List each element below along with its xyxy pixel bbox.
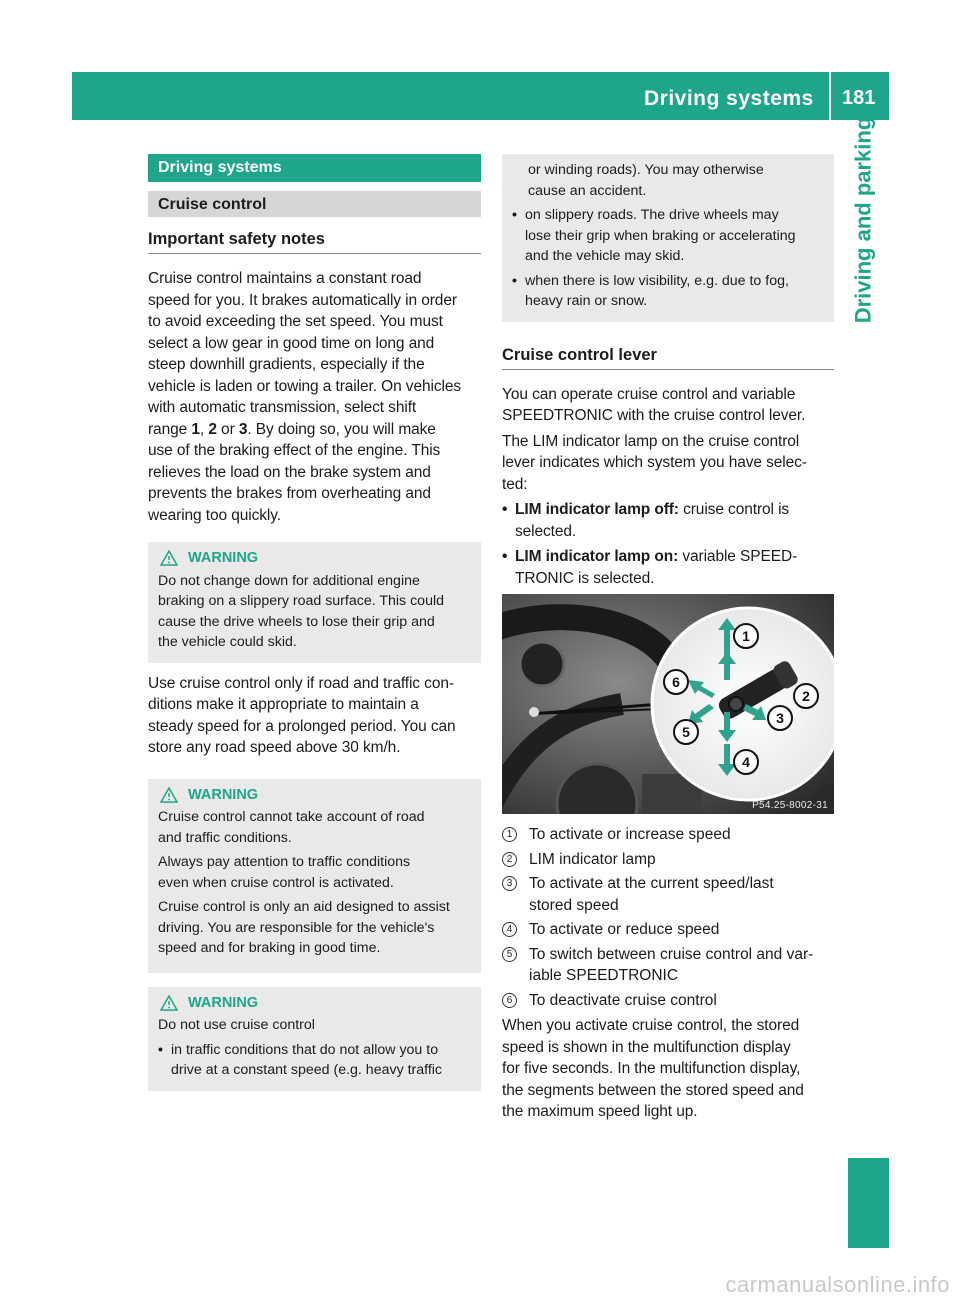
legend-item-5 xyxy=(502,944,834,987)
warning-bullet xyxy=(158,1040,473,1081)
section-title: Driving systems xyxy=(148,154,481,182)
callout-2: 2 xyxy=(802,688,810,704)
legend-text xyxy=(529,944,813,987)
text-line: wearing too quickly. xyxy=(148,506,281,524)
lever-illustration xyxy=(502,594,834,814)
bullet-text xyxy=(171,1040,442,1081)
warning-label: WARNING xyxy=(188,994,259,1011)
legend-text xyxy=(529,873,774,916)
warning-triangle-icon xyxy=(160,550,178,566)
text-line: drive at a constant speed (e.g. heavy traffic xyxy=(171,1062,443,1078)
text-span: or xyxy=(216,420,239,438)
text-line: and traffic conditions. xyxy=(158,829,292,846)
legend-text: To activate or reduce speed xyxy=(529,921,720,938)
footer-watermark: carmanualsonline.info xyxy=(725,1272,950,1297)
text-line: the segments between the stored speed and xyxy=(502,1081,804,1099)
warning-label: WARNING xyxy=(188,786,259,803)
text-line: and the vehicle may skid. xyxy=(525,248,685,264)
text-line: ditions make it appropriate to maintain a xyxy=(148,696,419,713)
warning-paragraph: Do not use cruise control xyxy=(158,1017,315,1033)
text-line: When you activate cruise control, the stored xyxy=(502,1017,800,1034)
text-line: ted: xyxy=(502,475,528,493)
bullet-text xyxy=(515,546,797,589)
heading-safety-notes: Important safety notes xyxy=(148,230,481,254)
text-line: lose their grip when braking or accelerating xyxy=(525,227,796,244)
column-right xyxy=(502,154,834,589)
warning-box-3-continued xyxy=(502,154,834,322)
text-line: speed for you. It brakes automatically in order xyxy=(148,291,457,309)
heading-cruise-control-lever: Cruise control lever xyxy=(502,346,834,370)
warning-header xyxy=(158,548,473,569)
callout-1: 1 xyxy=(742,628,750,644)
warning-label: WARNING xyxy=(188,550,259,566)
warning-paragraph xyxy=(158,852,473,893)
text-line: even when cruise control is activated. xyxy=(158,874,394,891)
column-left xyxy=(148,230,481,1091)
photo-reference-code: P54.25-8002-31 xyxy=(752,800,828,811)
text-line: heavy rain or snow. xyxy=(525,293,648,309)
text-span: variable SPEED- xyxy=(678,548,798,565)
text-line: Always pay attention to traffic conditions xyxy=(158,854,411,870)
legend-item-6 xyxy=(502,990,834,1012)
list-item-lim-off xyxy=(502,499,834,542)
text-line: on slippery roads. The drive wheels may xyxy=(525,207,779,223)
legend-item-1 xyxy=(502,824,834,846)
bullet-text xyxy=(515,499,789,542)
bullet-marker: • xyxy=(158,1041,163,1058)
callout-6: 6 xyxy=(672,674,680,690)
text-span: . By doing so, you will make xyxy=(247,420,436,438)
warning-box-2 xyxy=(148,779,481,973)
text-line: with automatic transmission, select shift xyxy=(148,399,417,416)
bullet-marker: • xyxy=(512,272,517,289)
bullet-marker: • xyxy=(502,501,508,518)
text-span: , xyxy=(199,420,209,438)
side-tab-label xyxy=(838,116,889,324)
legend-number: 2 xyxy=(502,852,517,867)
page-number: 181 xyxy=(842,87,876,109)
cruise-control-lever-photo xyxy=(502,594,834,814)
text-line: stored speed xyxy=(529,896,619,914)
text-line-range xyxy=(148,419,481,441)
shift-range-3: 3 xyxy=(238,420,248,438)
callout-5: 5 xyxy=(682,724,690,740)
legend-item-4 xyxy=(502,919,834,941)
bullet-text xyxy=(525,271,789,312)
text-line: You can operate cruise control and variable xyxy=(502,385,796,403)
intro-paragraph xyxy=(148,268,481,526)
legend-text: LIM indicator lamp xyxy=(529,850,656,868)
text-line: To switch between cruise control and var- xyxy=(529,945,814,963)
text-line: speed and for braking in good time. xyxy=(158,940,381,956)
legend-text: To deactivate cruise control xyxy=(529,991,717,1009)
text-line: use of the braking effect of the engine. This xyxy=(148,442,441,459)
text-line: in traffic conditions that do not allow you to xyxy=(171,1041,439,1058)
closing-paragraph xyxy=(502,1015,834,1123)
text-line: driving. You are responsible for the vehicle's xyxy=(158,919,435,936)
bold-term: LIM indicator lamp off: xyxy=(515,501,679,518)
text-line: for five seconds. In the multifunction display, xyxy=(502,1060,801,1077)
text-line: speed is shown in the multifunction display xyxy=(502,1038,791,1056)
text-line: Cruise control maintains a constant road xyxy=(148,270,422,287)
shift-range-2: 2 xyxy=(208,420,217,438)
legend-number: 5 xyxy=(502,947,517,962)
text-line: prevents the brakes from overheating and xyxy=(148,485,431,502)
text-line: relieves the load on the brake system and xyxy=(148,463,431,481)
bold-term: LIM indicator lamp on: xyxy=(515,548,679,565)
warning-header xyxy=(158,785,473,806)
warning-bullet xyxy=(512,271,826,312)
text-line: cause an accident. xyxy=(528,182,647,199)
warning-paragraph xyxy=(158,807,473,848)
text-line: braking on a slippery road surface. This could xyxy=(158,593,445,609)
text-span: selected. xyxy=(515,522,577,540)
warning-paragraph xyxy=(158,897,473,959)
text-line: the vehicle could skid. xyxy=(158,634,297,650)
warning-header xyxy=(158,993,473,1014)
legend-number: 6 xyxy=(502,993,517,1008)
subsection-title: Cruise control xyxy=(148,191,481,217)
warning-bullet xyxy=(512,205,826,267)
text-line: cause the drive wheels to lose their grip and xyxy=(158,613,435,630)
text-line: Do not change down for additional engine xyxy=(158,572,420,589)
text-line: vehicle is laden or towing a trailer. On vehicles xyxy=(148,377,462,395)
shift-range-1: 1 xyxy=(191,420,200,438)
warning-triangle-icon xyxy=(160,787,178,803)
legend-text: To activate or increase speed xyxy=(529,826,731,843)
paragraph-store-speed xyxy=(148,673,481,759)
bullet-marker: • xyxy=(502,548,508,565)
text-line: steep downhill gradients, especially if the xyxy=(148,356,425,373)
legend-number: 3 xyxy=(502,876,517,891)
legend-item-3 xyxy=(502,873,834,916)
list-item-lim-on xyxy=(502,546,834,589)
text-line: select a low gear in good time on long and xyxy=(148,334,435,352)
text-line: Use cruise control only if road and traffic con- xyxy=(148,674,454,692)
text-line: when there is low visibility, e.g. due to fog, xyxy=(525,272,789,289)
warning-triangle-icon xyxy=(160,995,178,1011)
text-line: To activate at the current speed/last xyxy=(529,875,774,892)
text-span: TRONIC is selected. xyxy=(515,569,655,587)
text-line: steady speed for a prolonged period. You can xyxy=(148,717,456,735)
header-divider xyxy=(829,72,831,120)
legend-number: 1 xyxy=(502,827,517,842)
warning-box-1 xyxy=(148,542,481,663)
paragraph-lever-intro xyxy=(502,384,834,427)
warning-box-3 xyxy=(148,987,481,1091)
legend-list xyxy=(502,824,834,1123)
paragraph-lim-lamp xyxy=(502,431,834,496)
legend-number: 4 xyxy=(502,922,517,937)
text-line: or winding roads). You may otherwise xyxy=(528,162,764,178)
bullet-continuation xyxy=(512,160,826,201)
text-line: to avoid exceeding the set speed. You must xyxy=(148,313,443,330)
bullet-marker: • xyxy=(512,207,517,223)
text-span: cruise control is xyxy=(678,501,790,518)
text-line: SPEEDTRONIC with the cruise control lever. xyxy=(502,407,806,424)
side-tab-marker xyxy=(848,1158,889,1248)
text-line: Cruise control cannot take account of road xyxy=(158,809,425,825)
side-tab-text: Driving and parking xyxy=(850,116,876,324)
text-line: The LIM indicator lamp on the cruise control xyxy=(502,432,800,450)
running-header-title: Driving systems xyxy=(644,87,814,110)
bullet-text xyxy=(525,205,796,267)
text-line: lever indicates which system you have selec- xyxy=(502,454,807,471)
callout-3: 3 xyxy=(776,710,784,726)
text-line: the maximum speed light up. xyxy=(502,1103,698,1120)
text-span: range xyxy=(148,420,192,438)
text-line: store any road speed above 30 km/h. xyxy=(148,739,401,756)
text-line: iable SPEEDTRONIC xyxy=(529,967,679,984)
legend-item-2 xyxy=(502,849,834,871)
text-line: Cruise control is only an aid designed to assist xyxy=(158,899,450,915)
callout-4: 4 xyxy=(742,754,750,770)
